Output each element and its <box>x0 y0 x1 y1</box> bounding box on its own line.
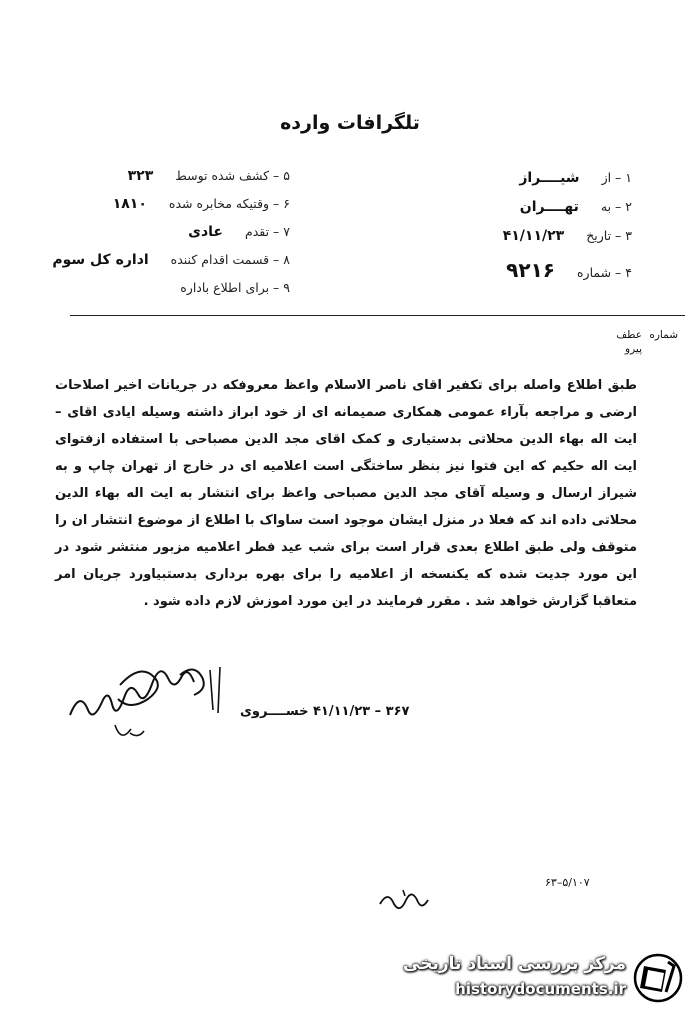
field-date-label: ۳ – تاریخ <box>586 228 632 243</box>
reference-label: شماره <box>649 329 678 341</box>
field-from-label: ۱ – از <box>601 170 632 185</box>
field-to <box>520 199 632 215</box>
field-to-value: تهــــران <box>519 199 579 215</box>
bottom-code: ۵/۱۰۷–۶۳ <box>545 876 590 889</box>
archive-watermark <box>386 950 686 1010</box>
field-info-dept <box>162 280 290 296</box>
archive-logo-icon <box>632 952 684 1004</box>
field-priority-value: عادی <box>188 224 223 240</box>
handwritten-initial-icon <box>375 882 435 917</box>
field-decoded-by-label: ۵ – کشف شده توسط <box>175 168 290 183</box>
field-priority-label: ۷ – تقدم <box>244 224 290 239</box>
field-decoded-by-value: ۳۲۳ <box>127 168 154 184</box>
handwritten-signature-icon <box>60 655 250 750</box>
field-from <box>519 170 632 186</box>
watermark-site: historydocuments.ir <box>455 980 626 998</box>
field-number <box>506 258 632 282</box>
field-action-unit-value: اداره کل سوم <box>52 252 149 268</box>
field-priority <box>188 224 290 240</box>
field-decoded-by <box>128 168 290 184</box>
document-title: تلگرافات وارده <box>280 112 420 134</box>
field-info-dept-label: ۹ – برای اطلاع باداره <box>180 280 290 295</box>
field-number-label: ۴ – شماره <box>576 265 632 280</box>
field-action-unit <box>52 252 290 268</box>
field-sent-time <box>113 196 290 212</box>
field-sent-time-value: ۱۸۱۰ <box>112 196 147 212</box>
field-date-value: ۴۱/۱۱/۲۳ <box>502 228 565 244</box>
field-date <box>503 228 632 244</box>
field-sent-time-label: ۶ – وقتیکه مخابره شده <box>168 196 290 211</box>
reference-block <box>616 328 678 356</box>
field-to-label: ۲ – به <box>600 199 632 214</box>
field-from-value: شیــــراز <box>519 170 580 186</box>
watermark-org: مرکز بررسی اسناد تاریخی <box>403 954 626 974</box>
reference-atf: عطف <box>616 329 643 341</box>
footer-reference: ۳۶۷ – ۴۱/۱۱/۲۳ خســــروی <box>240 704 410 719</box>
reference-peyro: پیرو <box>625 343 643 355</box>
telegram-body: طبق اطلاع واصله برای تکفیر اقای ناصر الاسلام واعظ معروفکه در جریانات اخیر اصلاحات ارضی و مراجعه بآراء عمومی همکاری صمیمانه ای از خود ابراز داشته وسیله ایادی اقای – ایت اله بهاء الدین محلاتی بدستیاری و کمک اقای مجد الدین مصباحی با استفاده ازفتوای ایت اله حکیم که این فتوا نیز بنظر ساختگی است اعلامیه ای در خارج از تهران چاپ و به شیراز ارسال و وسیله آقای مجد الدین مصباحی واعظ برای انتشار به ایت اله بهاء الدین محلاتی داده اند که فعلا در منزل ایشان موجود است ساواک با اطلاع از موضوع انتشار ان را متوقف ولی طبق اطلاع بعدی قرار است برای شب عید فطر اعلامیه مزبور منتشر شود در این مورد جدیت شده که یکنسخه از اعلامیه را برای بهره برداری بدستبیاورد جریان امر متعاقبا گزارش خواهد شد . مقرر فرمایند در این مورد اموزش لازم داده شود . <box>55 378 637 609</box>
field-action-unit-label: ۸ – قسمت اقدام کننده <box>170 252 290 267</box>
field-number-value: ۹۲۱۶ <box>506 258 555 282</box>
header-divider <box>70 315 685 316</box>
